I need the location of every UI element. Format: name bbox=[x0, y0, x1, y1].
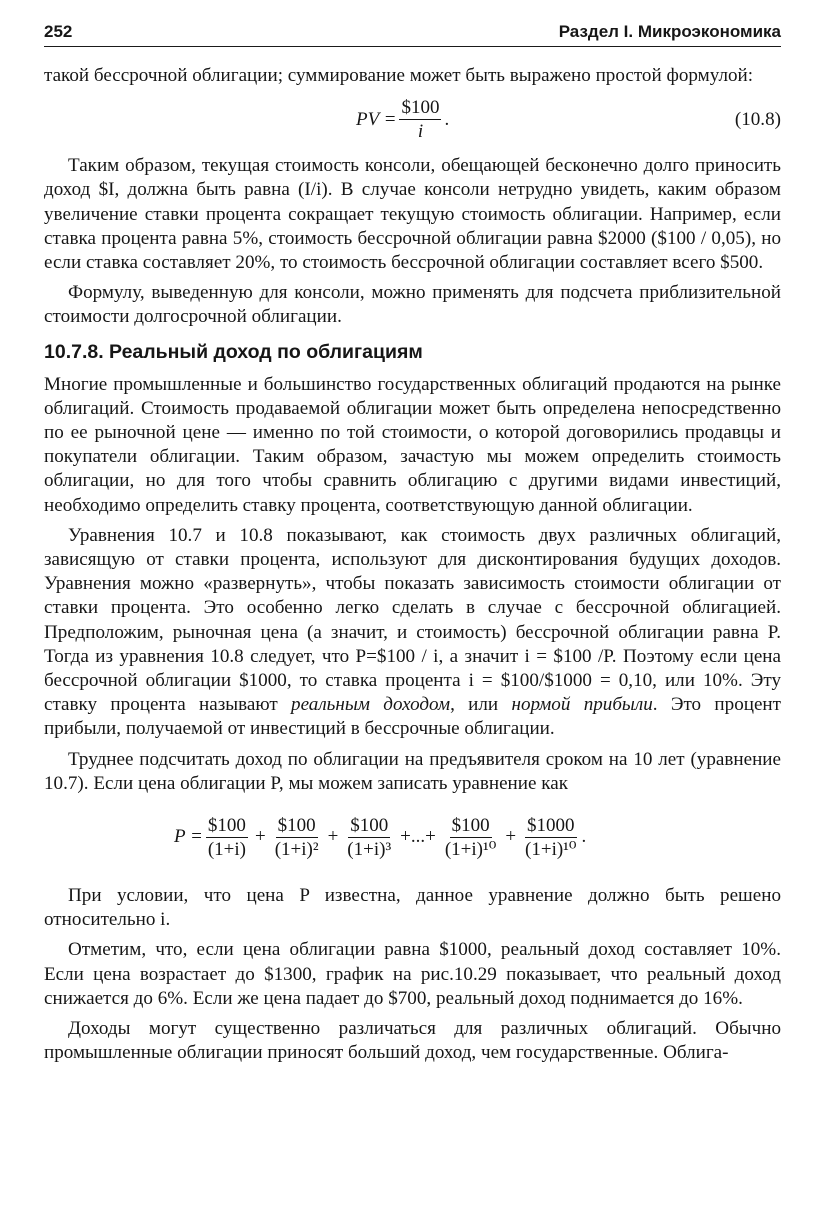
paragraph-equations: Уравнения 10.7 и 10.8 показывают, как стоимость двух различных облигаций, зависящую от ставки процента, используют для дисконтирования будущих доходов. Уравнения можно «развернуть», чтобы показать зависимость стоимости облигации от ставки процента. Это особенно легко сделать в случае с бессрочной облигацией. Предположим, рыночная цена (а значит, и стоимость) бессрочной облигации равна P. Тогда из уравнения 10.8 следует, что P=$100 / i, а значит i = $100 /P. Поэтому если цена бессрочной облигации $1000, то ставка процента i = $100/$1000 = 0,10, или 10%. Эту ставку процента называют реальным доходом, или нормой прибыли. Это процент прибыли, получаемой от инвестиций в бессрочные облигации. bbox=[44, 524, 781, 740]
page-number: 252 bbox=[44, 22, 73, 41]
intro-paragraph: такой бессрочной облигации; суммирование может быть выражено простой формулой: bbox=[44, 65, 754, 86]
formula-lhs: PV = bbox=[356, 108, 397, 130]
paragraph-console: Таким образом, текущая стоимость консоли, обещающей бесконечно долго приносить доход $I, должна быть равна (I/i). В случае консоли нетрудно увидеть, каким образом увеличение ставки процента сокращает текущую стоимость облигации. Например, если ставка процента равна 5%, стоимость бессрочной облигации равна $2000 ($100 / 0,05), но если ставка составляет 20%, то стоимость бессрочной облигации составляет всего $500. bbox=[44, 155, 781, 274]
paragraph-solve: При условии, что цена P известна, данное уравнение должно быть решено относительно i. bbox=[44, 885, 781, 931]
paragraph-market: Многие промышленные и большинство государственных облигаций продаются на рынке облигаций. Стоимость продаваемой облигации может быть определена непосредственно по ее рыночной цене — именно по той стоимости, о которой договорились продавцы и покупатели облигации. Таким образом, зачастую мы можем определить стоимость облигации, но для того чтобы сравнить облигацию с другими видами инвестиций, необходимо определить ставку процента, соответствующую данной облигации. bbox=[44, 373, 781, 516]
formula-10-8 bbox=[44, 88, 781, 154]
formula-denominator: i bbox=[417, 121, 424, 143]
bond-price-equation: P = $\frac{\$100}{(1+i)}$ + $\frac{\$100}{\text{(1+i)²}}$ + $\frac{\$100}{\text{(1+i)³}}$ +...+ $\frac{\$100}{\text{(1+i)¹⁰}}$ + $\frac{\$1000}{\text{(1+i)¹⁰}}$ . bbox=[174, 815, 587, 861]
section-heading: 10.7.8. Реальный доход по облигациям bbox=[44, 340, 423, 363]
formula-numerator: $100 bbox=[401, 97, 440, 119]
paragraph-note: Отметим, что, если цена облигации равна $1000, реальный доход составляет 10%. Если цена возрастает до $1300, график на рис.10.29 показывает, что реальный доход снижается до 6%. Если же цена падает до $700, реальный доход поднимается до 16%. bbox=[44, 939, 781, 1009]
paragraph-last: Доходы могут существенно различаться для различных облигаций. Обычно промышленные облигации приносят больший доход, чем государственные. Облига- bbox=[44, 1018, 781, 1064]
paragraph-formula-use: Формулу, выведенную для консоли, можно применять для подсчета приблизительной стоимости долгосрочной облигации. bbox=[44, 282, 781, 328]
running-header bbox=[44, 20, 781, 47]
section-title: Раздел I. Микроэкономика bbox=[558, 22, 781, 41]
term-real-yield: реальным доходом bbox=[291, 694, 451, 716]
formula-tail: . bbox=[444, 108, 450, 130]
term-profit-rate: нормой прибыли bbox=[511, 694, 653, 716]
formula-number: (10.8) bbox=[734, 109, 781, 131]
page-body bbox=[44, 64, 781, 1066]
paragraph-bearer-bond: Труднее подсчитать доход по облигации на предъявителя сроком на 10 лет (уравнение 10.7). Если цена облигации P, мы можем записать уравнение как bbox=[44, 748, 781, 794]
